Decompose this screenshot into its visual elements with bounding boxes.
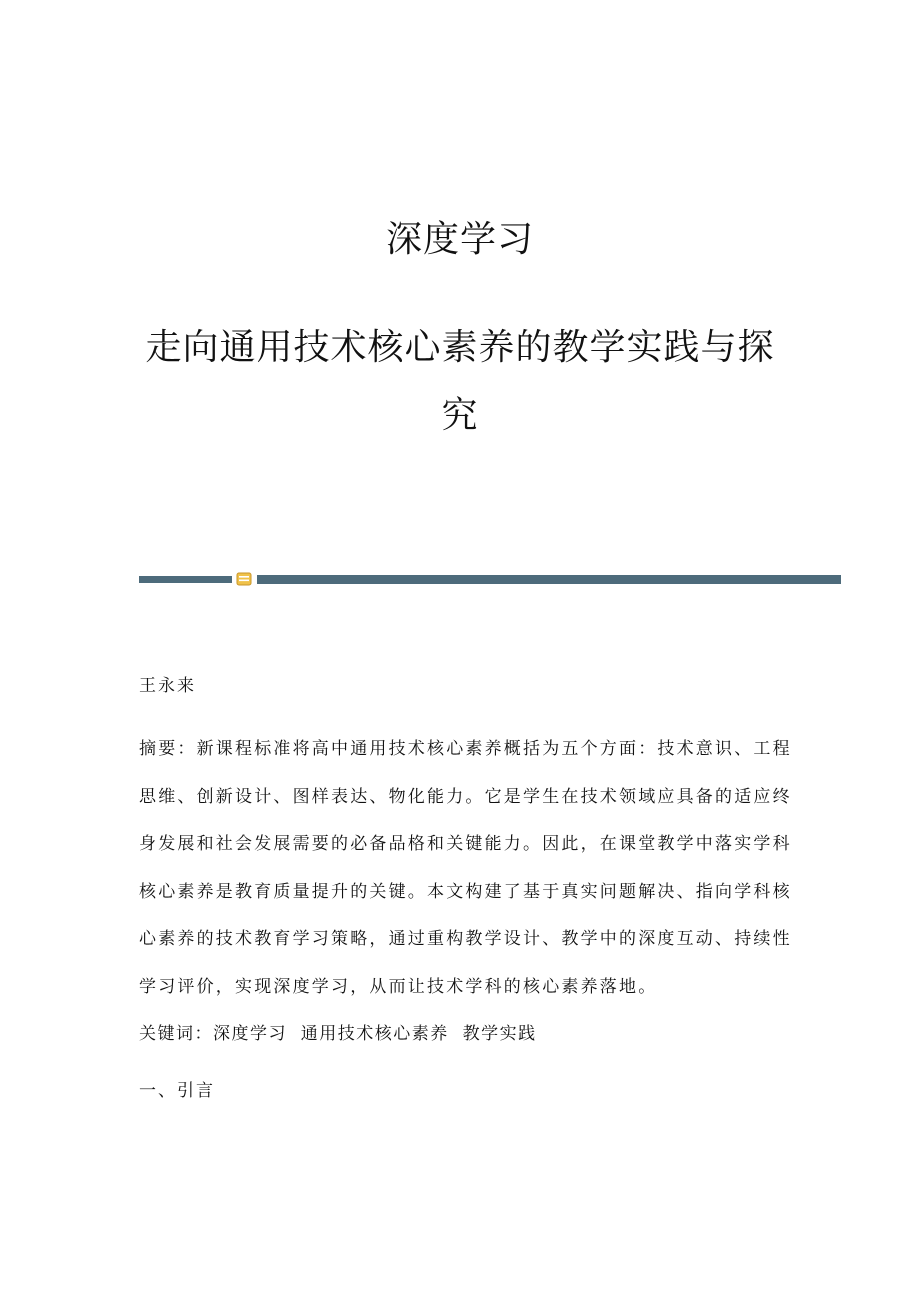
- keywords-line: 关键词：深度学习 通用技术核心素养 教学实践: [139, 1024, 537, 1044]
- abstract-line: 摘要：新课程标准将高中通用技术核心素养概括为五个方面：技术意识、工程: [139, 739, 792, 759]
- document-mark-icon: [236, 572, 252, 586]
- abstract-paragraph: [139, 726, 792, 1011]
- section-heading: 一、引言: [139, 1081, 215, 1101]
- title-line-1: 深度学习: [385, 219, 534, 260]
- title-line-3: 究: [441, 395, 479, 436]
- abstract-line: 心素养的技术教育学习策略，通过重构教学设计、教学中的深度互动、持续性: [139, 929, 792, 949]
- abstract-line: 学习评价，实现深度学习，从而让技术学科的核心素养落地。: [139, 976, 658, 997]
- abstract-line: 身发展和社会发展需要的必备品格和关键能力。因此，在课堂教学中落实学科: [139, 834, 792, 854]
- divider-bar-right: [257, 575, 841, 584]
- title-line-2: 走向通用技术核心素养的教学实践与探: [145, 327, 775, 368]
- author-name: 王永来: [139, 676, 196, 696]
- abstract-line: 思维、创新设计、图样表达、物化能力。它是学生在技术领域应具备的适应终: [139, 786, 792, 807]
- divider-bar-left: [139, 576, 232, 583]
- abstract-line: 核心素养是教育质量提升的关键。本文构建了基于真实问题解决、指向学科核: [139, 881, 792, 902]
